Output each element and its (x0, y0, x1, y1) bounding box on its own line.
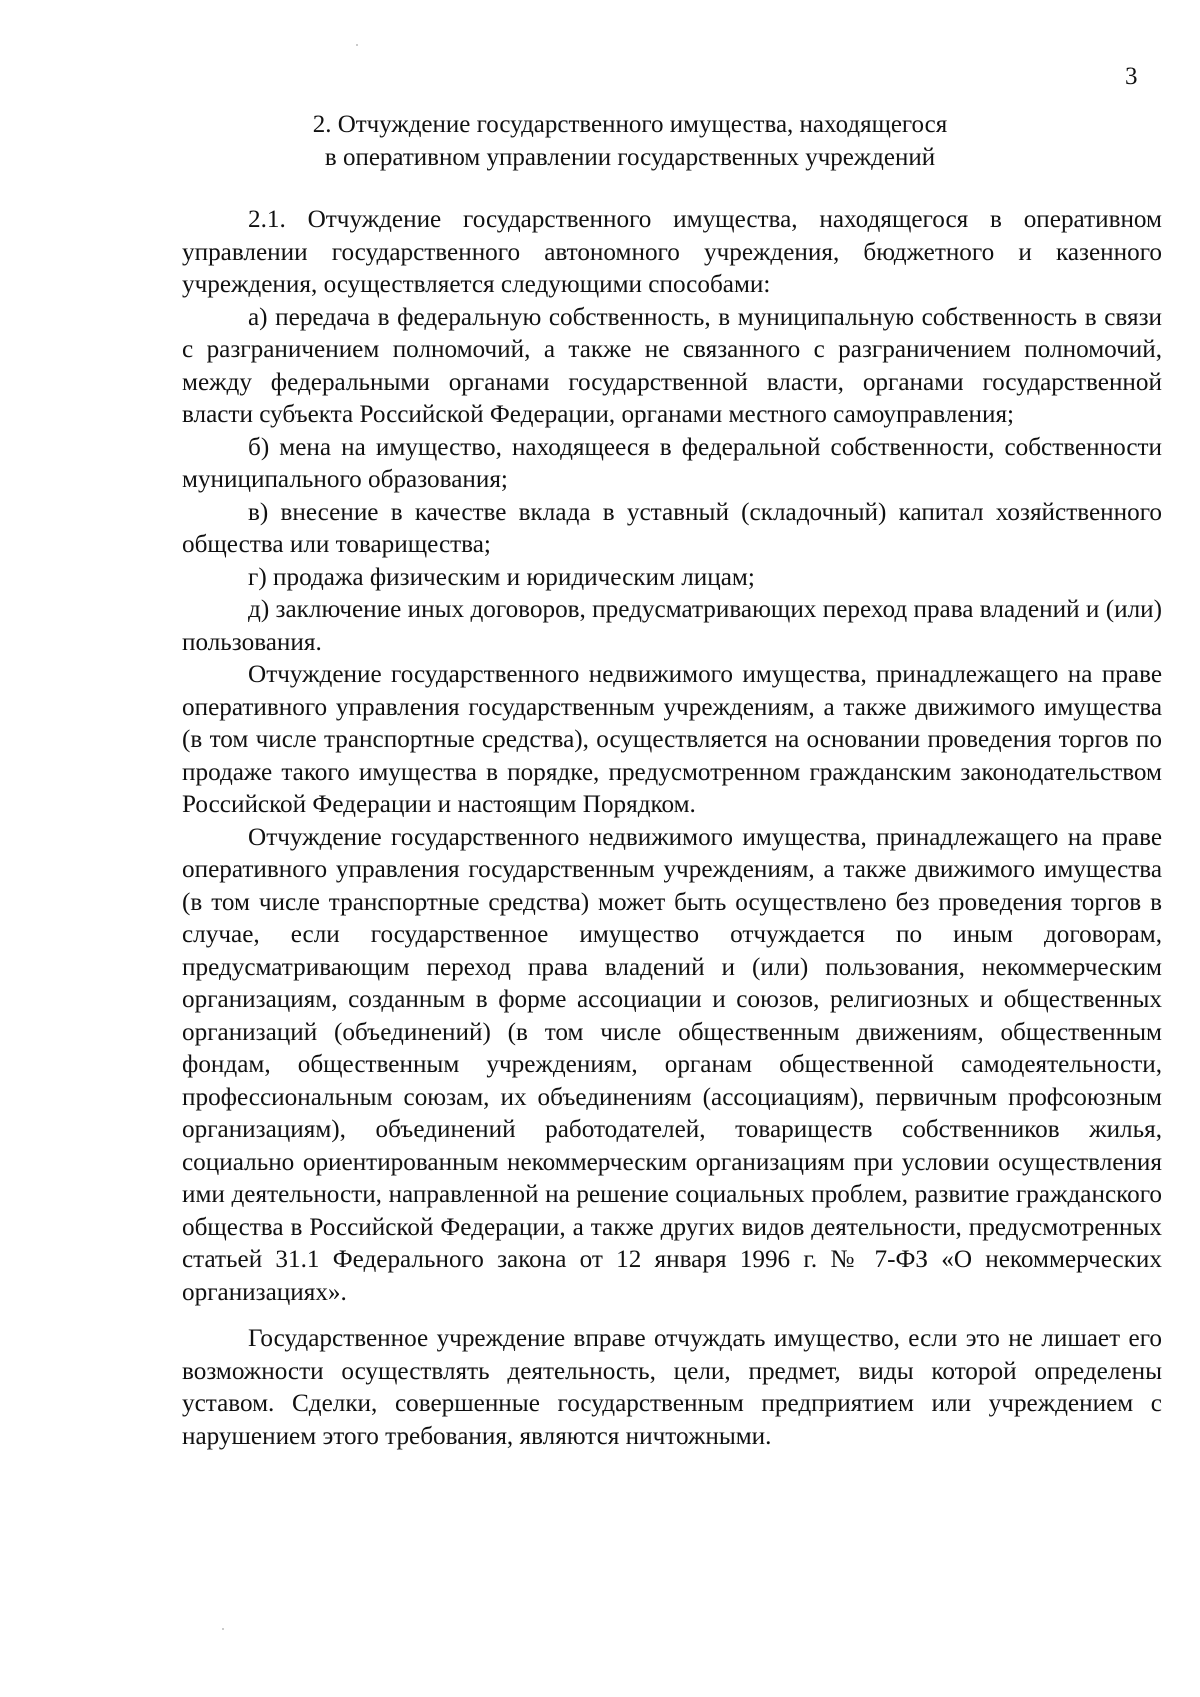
paragraph-no-auction-alienation: Отчуждение государственного недвижимого имущества, принадлежащего на праве оперативного управления государственным учреждениям, а также движимого имущества (в том числе транспортные средства) может быть осуществлено без проведения торгов в случае, если государственное имущество отчуждается по иным договорам, предусматривающим переход права владений и (или) пользования, некоммерческим организациям, созданным в форме ассоциации и союзов, религиозных и общественных организаций (объединений) (в том числе общественным движениям, общественным фондам, общественным учреждениям, органам общественной самодеятельности, профессиональным союзам, их объединениям (ассоциациям), первичным профсоюзным организациям), объединений работодателей, товариществ собственников жилья, социально ориентированным некоммерческим организациям при условии осуществления ими деятельности, направленной на решение социальных проблем, развитие гражданского общества в Российской Федерации, а также других видов деятельности, предусмотренных статьей 31.1 Федерального закона от 12 января 1996 г. № 7-ФЗ «О некоммерческих организациях». (182, 823, 1162, 1306)
paragraph-auction-alienation: Отчуждение государственного недвижимого имущества, принадлежащего на праве оперативного управления государственным учреждениям, а также движимого имущества (в том числе транспортные средства), осуществляется на основании проведения торгов по продаже такого имущества в порядке, предусмотренном гражданским законодательством Российской Федерации и настоящим Порядком. (182, 661, 1162, 818)
list-item-g: г) продажа физическим и юридическим лицам; (248, 563, 755, 591)
scan-speck (222, 1628, 224, 1630)
list-item-d: д) заключение иных договоров, предусматривающих переход права владений и (или) пользования. (182, 596, 1162, 656)
list-item-v: в) внесение в качестве вклада в уставный (складочный) капитал хозяйственного общества или товарищества; (182, 498, 1162, 558)
list-item-b: б) мена на имущество, находящееся в федеральной собственности, собственности муниципального образования; (182, 433, 1162, 493)
paragraph-alienation-right: Государственное учреждение вправе отчуждать имущество, если это не лишает его возможности осуществлять деятельность, цели, предмет, виды которой определены уставом. Сделки, совершенные государственным предприятием или учреждением с нарушением этого требования, являются ничтожными. (182, 1325, 1162, 1450)
section-heading-line-2: в оперативном управлении государственных учреждений (324, 144, 936, 171)
section-heading (180, 108, 1080, 174)
paragraph-2-1: 2.1. Отчуждение государственного имущества, находящегося в оперативном управлении государственного автономного учреждения, бюджетного и казенного учреждения, осуществляется следующими способами: (182, 206, 1162, 298)
list-item-a: а) передача в федеральную собственность, в муниципальную собственность в связи с разграничением полномочий, а также не связанного с разграничением полномочий, между федеральными органами государственной власти, органами государственной власти субъекта Российской Федерации, органами местного самоуправления; (182, 303, 1162, 428)
page-number: 3 (1125, 63, 1138, 90)
scan-speck (356, 44, 358, 46)
document-body (182, 204, 1162, 1453)
section-heading-line-1: 2. Отчуждение государственного имущества, находящегося (312, 111, 948, 138)
